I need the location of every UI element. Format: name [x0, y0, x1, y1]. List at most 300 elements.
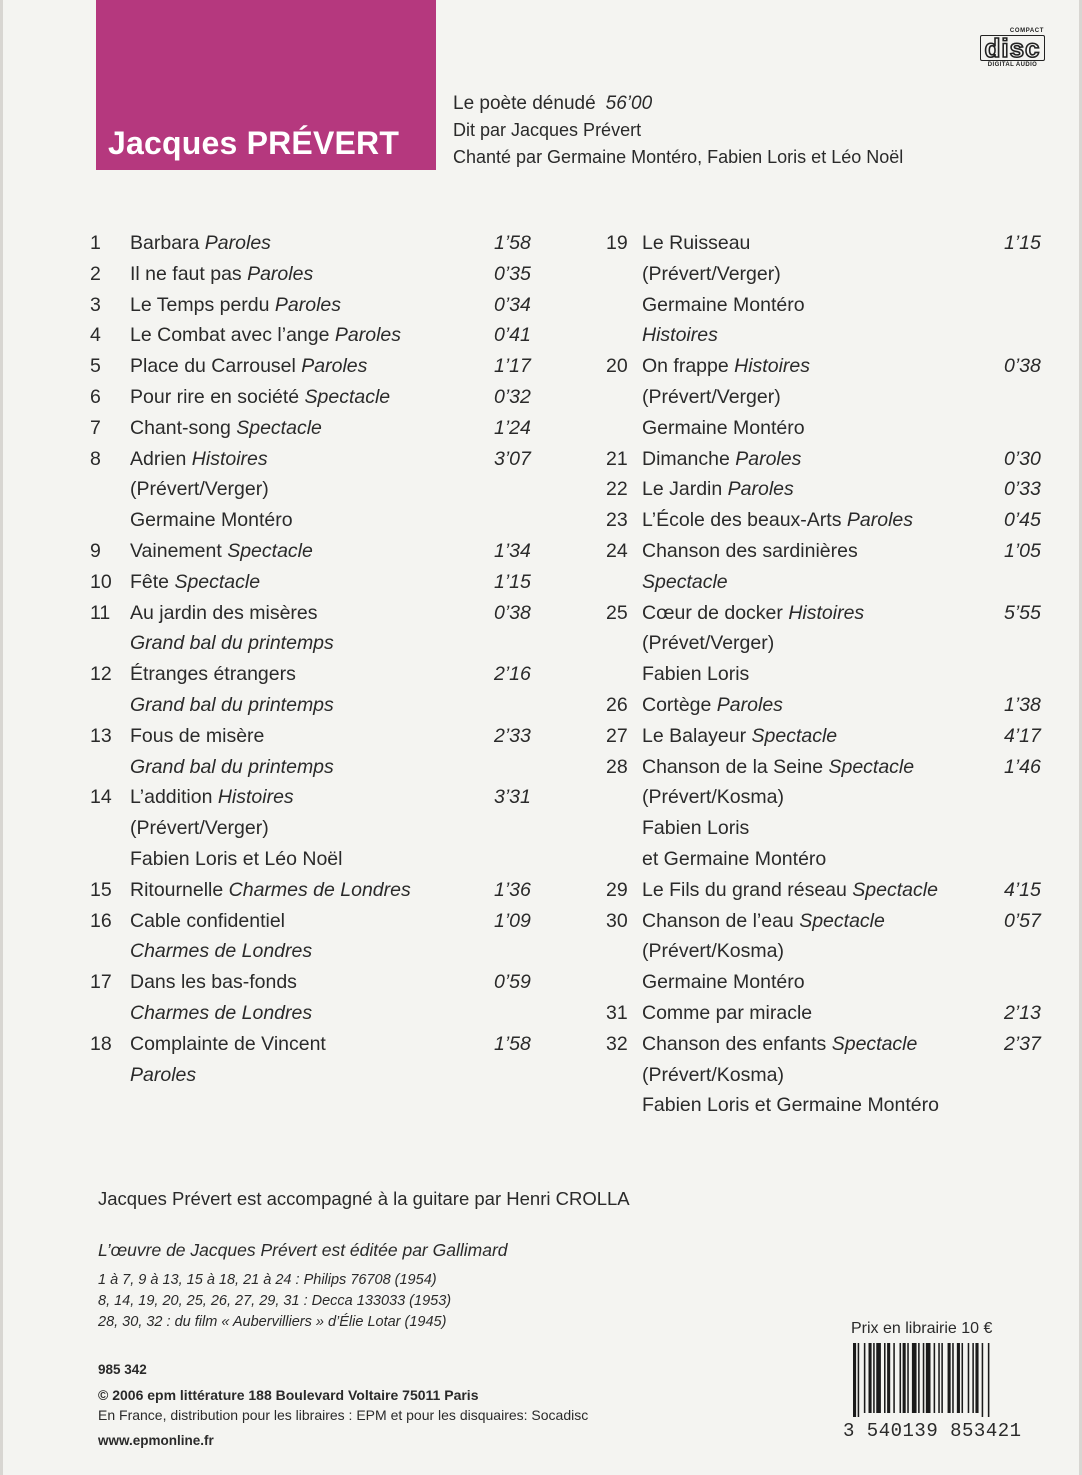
track-number: 21 [606, 447, 628, 470]
track-duration: 1’58 [494, 1032, 531, 1055]
track-item [90, 598, 536, 660]
track-item [90, 444, 536, 536]
track-number: 6 [90, 385, 101, 408]
track-duration: 1’15 [494, 570, 531, 593]
track-text [130, 228, 271, 259]
track-title: Le Balayeur [642, 724, 752, 747]
track-title: Cortège [642, 693, 717, 716]
barcode-bar [853, 1343, 856, 1417]
tracklist-left [90, 228, 536, 1090]
track-line [606, 598, 1046, 629]
track-duration: 2’37 [1004, 1032, 1041, 1055]
track-line [606, 536, 1046, 567]
track-number: 30 [606, 909, 628, 932]
track-title: Germaine Montéro [642, 293, 805, 316]
track-duration: 0’59 [494, 971, 531, 994]
track-duration: 1’58 [494, 232, 531, 254]
distribution: En France, distribution pour les libraires : EPM et pour les disquaires: Socadisc [98, 1407, 589, 1423]
track-text [642, 320, 718, 351]
track-title: Il ne faut pas [130, 262, 248, 285]
barcode-bar [982, 1343, 984, 1417]
barcode-bar [926, 1343, 931, 1413]
track-text [642, 536, 858, 567]
track-title: Complainte de Vincent [130, 1032, 326, 1055]
track-source: Spectacle [227, 539, 313, 562]
track-line [606, 782, 1046, 813]
track-text [130, 382, 390, 413]
track-duration: 1’34 [494, 539, 531, 562]
barcode-bar [957, 1343, 960, 1413]
barcode-bar [962, 1343, 964, 1413]
track-duration: 0’45 [1004, 509, 1041, 532]
track-text [130, 998, 312, 1029]
track-line [606, 413, 1046, 444]
track-source: Paroles [130, 1063, 197, 1086]
track-duration: 1’17 [494, 355, 531, 378]
track-number: 5 [90, 355, 101, 378]
track-item [90, 567, 536, 598]
track-number: 14 [90, 786, 112, 809]
track-item [90, 1029, 536, 1091]
track-number: 29 [606, 878, 628, 901]
track-line [90, 721, 536, 752]
track-item [606, 505, 1046, 536]
barcode-bar [938, 1343, 940, 1413]
track-title: Pour rire en société [130, 385, 305, 408]
track-source: Paroles [274, 293, 342, 316]
track-line [90, 875, 536, 906]
track-source: Spectacle [828, 755, 915, 778]
track-title: Fabien Loris [642, 663, 750, 686]
track-text [642, 967, 805, 998]
track-line [90, 906, 536, 937]
track-text [130, 444, 268, 475]
track-text [130, 474, 269, 505]
track-item [606, 721, 1046, 752]
track-item [606, 690, 1046, 721]
barcode-bar [873, 1343, 875, 1413]
album-info [453, 90, 903, 171]
track-item [606, 875, 1046, 906]
track-number: 18 [90, 1032, 112, 1055]
track-title: Le Ruisseau [642, 232, 751, 254]
track-text [130, 290, 341, 321]
track-text [130, 752, 334, 783]
track-line [96, 752, 536, 783]
track-title: Ritournelle [130, 878, 229, 901]
track-line [606, 1029, 1046, 1060]
track-item [90, 228, 536, 259]
track-duration: 2’13 [1004, 1001, 1041, 1024]
track-duration: 0’41 [494, 324, 531, 347]
track-line [90, 259, 536, 290]
barcode-bar [968, 1343, 970, 1413]
track-source: Histoires [217, 786, 294, 809]
catalog-number: 985 342 [98, 1362, 147, 1377]
track-title: Germaine Montéro [642, 971, 805, 994]
track-duration: 3’07 [494, 447, 531, 470]
track-title: Adrien [130, 447, 192, 470]
album-title: Le poète dénudé [453, 93, 596, 114]
publisher-credit: L’œuvre de Jacques Prévert est éditée par Gallimard [98, 1240, 508, 1260]
track-line [90, 567, 536, 598]
track-line [90, 290, 536, 321]
track-source: Spectacle [642, 570, 728, 593]
track-item [606, 444, 1046, 475]
track-title: Germaine Montéro [130, 509, 293, 532]
track-title: Place du Carrousel [130, 355, 302, 378]
barcode-bar [941, 1343, 943, 1413]
track-text [130, 567, 260, 598]
track-number: 16 [90, 909, 112, 932]
track-text [642, 1060, 784, 1091]
track-source: Charmes de Londres [228, 878, 411, 901]
track-number: 22 [606, 478, 628, 501]
track-number: 23 [606, 509, 628, 532]
track-text [130, 413, 322, 444]
sung-by: Chanté par Germaine Montéro, Fabien Loris et Léo Noël [453, 147, 904, 167]
track-title: Chanson de la Seine [642, 755, 829, 778]
track-item [90, 290, 536, 321]
track-number: 10 [90, 570, 112, 593]
track-source: Paroles [301, 355, 368, 378]
track-line [606, 382, 1046, 413]
track-number: 27 [606, 724, 628, 747]
track-text [642, 875, 938, 906]
barcode-bar [858, 1343, 860, 1417]
track-title: Le Temps perdu [130, 293, 275, 316]
track-source: Paroles [735, 447, 802, 470]
track-title: Dans les bas-fonds [130, 971, 297, 994]
track-line [96, 628, 536, 659]
track-duration: 0’35 [494, 262, 531, 285]
track-text [130, 505, 293, 536]
track-line [606, 998, 1046, 1029]
track-item [90, 413, 536, 444]
track-duration: 1’05 [1004, 539, 1041, 562]
cd-logo-main: disc [980, 35, 1044, 61]
reference-line: 8, 14, 19, 20, 25, 26, 27, 29, 31 : Decca 133033 (1953) [98, 1293, 452, 1309]
track-text [642, 444, 801, 475]
track-title: Fous de misère [130, 724, 265, 747]
track-line [96, 998, 536, 1029]
track-line [606, 351, 1046, 382]
track-number: 13 [90, 724, 112, 747]
track-text [130, 906, 285, 937]
track-text [642, 505, 913, 536]
track-text [130, 628, 334, 659]
track-title: Chanson des enfants [642, 1032, 832, 1055]
track-text [130, 936, 312, 967]
barcode-digits: 3 540139 853421 [843, 1420, 1022, 1442]
track-line [606, 936, 1046, 967]
track-line [90, 382, 536, 413]
track-duration: 4’15 [1004, 878, 1041, 901]
track-item [90, 351, 536, 382]
track-item [90, 659, 536, 721]
track-source: Spectacle [852, 878, 938, 901]
track-title: (Prévert/Verger) [642, 262, 781, 285]
track-text [642, 351, 810, 382]
track-item [90, 536, 536, 567]
track-line [90, 536, 536, 567]
track-text [642, 782, 784, 813]
track-duration: 0’57 [1004, 909, 1041, 932]
track-source: Grand bal du printemps [130, 693, 334, 716]
barcode-bar [869, 1343, 872, 1413]
track-line [96, 813, 536, 844]
track-item [90, 721, 536, 783]
copyright: © 2006 epm littérature 188 Boulevard Voltaire 75011 Paris [98, 1387, 479, 1403]
track-line [90, 659, 536, 690]
track-title: Cœur de docker [642, 601, 789, 624]
barcode-bar [903, 1343, 906, 1413]
track-line [606, 474, 1046, 505]
track-text [130, 351, 367, 382]
track-line [606, 690, 1046, 721]
barcode-bar [918, 1343, 920, 1413]
track-item [606, 351, 1046, 443]
track-text [130, 844, 342, 875]
track-text [642, 1029, 917, 1060]
track-number: 8 [90, 447, 101, 470]
track-line [90, 413, 536, 444]
track-text [642, 813, 749, 844]
barcode-bar [988, 1343, 990, 1417]
track-text [642, 752, 914, 783]
track-source: Grand bal du printemps [130, 632, 334, 655]
barcode-bar [975, 1343, 978, 1413]
track-line [606, 813, 1046, 844]
track-text [642, 998, 812, 1029]
track-text [642, 690, 783, 721]
track-title: (Prévet/Verger) [642, 632, 775, 655]
track-title: (Prévert/Verger) [642, 385, 781, 408]
track-source: Paroles [247, 262, 314, 285]
track-item [90, 967, 536, 1029]
track-title: On frappe [642, 355, 735, 378]
track-item [90, 259, 536, 290]
track-source: Paroles [204, 232, 271, 254]
track-title: Chanson de l’eau [642, 909, 800, 932]
website-link[interactable]: www.epmonline.fr [98, 1433, 214, 1448]
recording-references [98, 1270, 451, 1333]
barcode-bar [876, 1343, 881, 1413]
track-source: Paroles [727, 478, 794, 501]
barcode-bar [912, 1343, 917, 1413]
track-text [130, 1029, 326, 1060]
track-number: 28 [606, 755, 628, 778]
track-line [90, 320, 536, 351]
track-line [606, 505, 1046, 536]
track-duration: 2’33 [494, 724, 531, 747]
track-title: Chanson des sardinières [642, 539, 858, 562]
track-source: Spectacle [236, 416, 322, 439]
reference-line: 1 à 7, 9 à 13, 15 à 18, 21 à 24 : Philips 76708 (1954) [98, 1272, 437, 1288]
track-source: Spectacle [304, 385, 391, 408]
track-text [130, 967, 297, 998]
track-number: 4 [90, 324, 101, 347]
track-line [90, 1029, 536, 1060]
track-text [130, 813, 269, 844]
track-line [606, 967, 1046, 998]
barcode-bar [948, 1343, 951, 1413]
track-number: 9 [90, 539, 101, 562]
barcode-bar [952, 1343, 954, 1413]
track-number: 7 [90, 416, 101, 439]
track-duration: 3’31 [494, 786, 531, 809]
track-source: Spectacle [799, 909, 885, 932]
track-title: Le Fils du grand réseau [642, 878, 853, 901]
track-line [90, 967, 536, 998]
track-text [130, 690, 334, 721]
track-duration: 1’38 [1004, 693, 1041, 716]
track-title: Dimanche [642, 447, 736, 470]
track-text [642, 721, 837, 752]
track-line [606, 844, 1046, 875]
track-text [130, 721, 264, 752]
track-number: 17 [90, 971, 112, 994]
track-source: Histoires [788, 601, 865, 624]
track-line [90, 598, 536, 629]
track-number: 19 [606, 232, 628, 254]
price: Prix en librairie 10 € [851, 1320, 993, 1337]
track-item [606, 598, 1046, 690]
track-source: Grand bal du printemps [130, 755, 334, 778]
track-line [90, 782, 536, 813]
track-duration: 1’36 [494, 878, 531, 901]
track-title: (Prévert/Verger) [130, 478, 269, 501]
track-line [606, 290, 1046, 321]
track-duration: 0’32 [494, 385, 531, 408]
track-text [642, 628, 774, 659]
barcode [851, 1343, 1041, 1417]
tracklist-right [606, 228, 1046, 1121]
track-line [90, 444, 536, 475]
track-item [90, 906, 536, 968]
track-text [642, 474, 794, 505]
track-line [606, 320, 1046, 351]
track-number: 20 [606, 355, 628, 378]
track-number: 24 [606, 539, 628, 562]
track-number: 15 [90, 878, 112, 901]
track-source: Histoires [191, 447, 268, 470]
track-text [642, 844, 826, 875]
track-text [130, 782, 294, 813]
track-title: Chant-song [130, 416, 237, 439]
track-source: Paroles [846, 509, 913, 532]
track-line [606, 567, 1046, 598]
track-line [90, 228, 536, 259]
track-text [642, 659, 749, 690]
track-line [606, 752, 1046, 783]
track-source: Paroles [716, 693, 783, 716]
track-number: 25 [606, 601, 628, 624]
track-line [606, 721, 1046, 752]
track-title: Fabien Loris et Léo Noël [130, 847, 343, 870]
track-text [642, 382, 781, 413]
track-text [642, 567, 728, 598]
track-duration: 0’33 [1004, 478, 1041, 501]
reference-line: 28, 30, 32 : du film « Aubervilliers » d’Élie Lotar (1945) [98, 1314, 447, 1330]
track-line [606, 1090, 1046, 1121]
said-by: Dit par Jacques Prévert [453, 120, 642, 140]
track-item [606, 474, 1046, 505]
track-item [90, 782, 536, 874]
track-title: Vainement [130, 539, 228, 562]
track-number: 3 [90, 293, 101, 316]
track-duration: 1’24 [494, 416, 531, 439]
track-title: L’École des beaux-Arts [642, 509, 847, 532]
track-item [90, 320, 536, 351]
track-duration: 0’34 [494, 293, 531, 316]
track-text [642, 936, 784, 967]
track-text [642, 259, 781, 290]
track-source: Spectacle [751, 724, 838, 747]
track-line [606, 875, 1046, 906]
track-title: Fabien Loris [642, 817, 750, 840]
track-line [96, 936, 536, 967]
track-number: 2 [90, 262, 101, 285]
track-title: Germaine Montéro [642, 416, 805, 439]
track-title: Étranges étrangers [130, 663, 296, 686]
track-title: (Prévert/Verger) [130, 817, 269, 840]
barcode-bar [884, 1343, 886, 1413]
track-text [642, 290, 805, 321]
track-source: Spectacle [174, 570, 261, 593]
track-text [130, 875, 411, 906]
track-text [642, 1090, 939, 1121]
track-source: Charmes de Londres [130, 940, 313, 963]
track-item [606, 1029, 1046, 1121]
track-item [606, 228, 1046, 351]
track-line [606, 906, 1046, 937]
track-item [606, 536, 1046, 598]
track-item [606, 998, 1046, 1029]
track-line [96, 474, 536, 505]
track-duration: 1’46 [1004, 755, 1041, 778]
track-line [90, 351, 536, 382]
track-number: 26 [606, 693, 628, 716]
barcode-bar [923, 1343, 925, 1413]
track-title: Cable confidentiel [130, 909, 286, 932]
barcode-bar [893, 1343, 895, 1413]
track-title: Comme par miracle [642, 1001, 813, 1024]
track-title: Fabien Loris et Germaine Montéro [642, 1094, 939, 1117]
track-title: Le Combat avec l’ange [130, 324, 335, 347]
track-item [90, 875, 536, 906]
cd-logo-bottom: DIGITAL AUDIO [987, 62, 1038, 68]
track-text [130, 659, 296, 690]
track-line [606, 444, 1046, 475]
track-item [90, 382, 536, 413]
track-title: (Prévert/Kosma) [642, 940, 784, 963]
track-number: 32 [606, 1032, 628, 1055]
track-title: L’addition [130, 786, 218, 809]
album-duration: 56’00 [605, 93, 653, 114]
track-line [96, 690, 536, 721]
track-text [642, 228, 750, 259]
track-source: Histoires [642, 324, 718, 347]
track-title: et Germaine Montéro [642, 847, 827, 870]
track-line [96, 505, 536, 536]
barcode-bar [900, 1343, 902, 1413]
track-duration: 1’15 [1004, 232, 1041, 254]
track-duration: 1’09 [494, 909, 531, 932]
title-block [96, 0, 436, 170]
barcode-bar [934, 1343, 936, 1413]
track-title: (Prévert/Kosma) [642, 1063, 784, 1086]
